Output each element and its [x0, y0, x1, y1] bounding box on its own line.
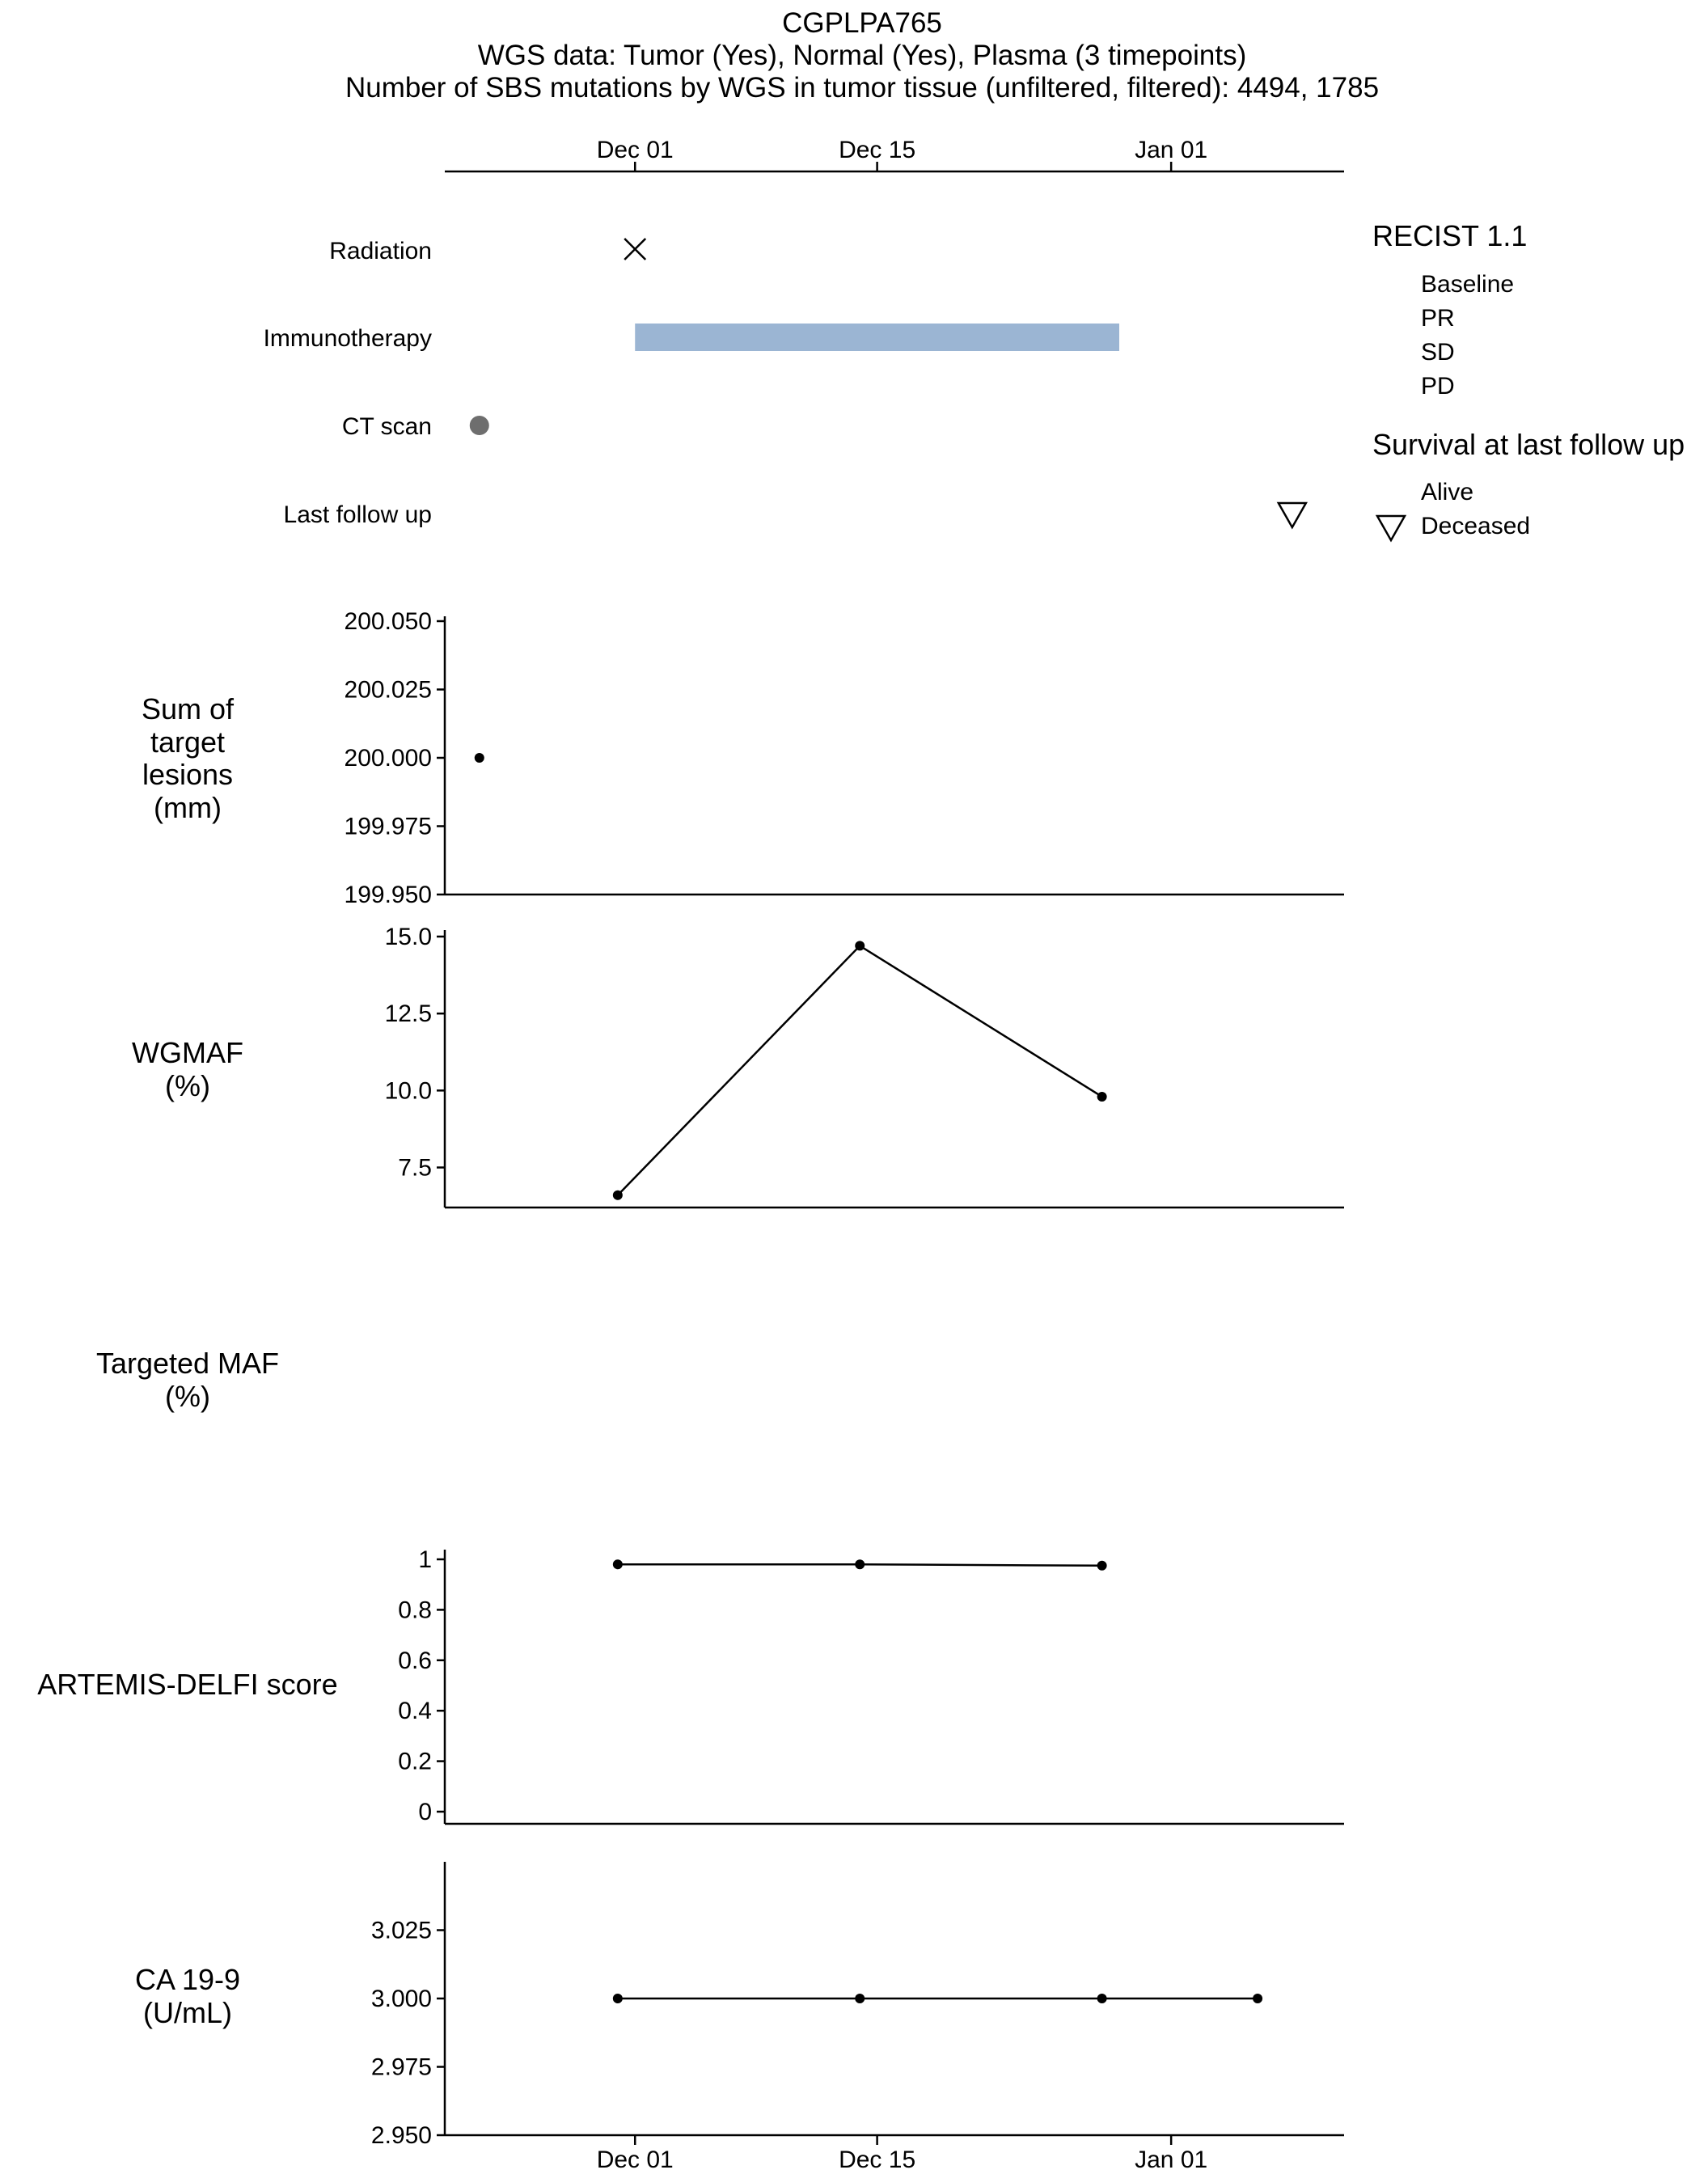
ylabel-ca199-1: CA 19-9	[134, 1963, 241, 1996]
legend-survival-title: Survival at last follow up	[1372, 428, 1685, 461]
y-tick-label: 0	[418, 1799, 432, 1825]
legend-recist-sd: SD	[1421, 339, 1455, 366]
ylabel-sum-lesions-4: (mm)	[154, 791, 222, 824]
track-label-last-follow-up: Last follow up	[283, 501, 432, 528]
radiation-x-mark	[624, 239, 645, 260]
last-follow-up-triangle	[1279, 503, 1306, 527]
event-tracks	[264, 238, 1306, 528]
top-axis-tick-label: Dec 15	[839, 137, 916, 163]
ylabel-sum-lesions-3: lesions	[142, 758, 234, 791]
panel-artemis-delfi	[398, 1546, 1344, 1825]
ylabel-wgmaf-1: WGMAF	[132, 1036, 243, 1069]
data-point	[1097, 1994, 1107, 2003]
y-tick-label: 0.4	[398, 1698, 432, 1725]
y-tick-label: 200.025	[344, 676, 432, 704]
legend-recist-pd: PD	[1421, 373, 1455, 400]
legend	[1372, 219, 1685, 540]
track-label-radiation: Radiation	[329, 238, 432, 264]
y-tick-label: 3.000	[370, 1986, 432, 2012]
y-tick-label: 1	[418, 1546, 432, 1573]
y-tick-label: 15.0	[384, 924, 432, 950]
data-point	[855, 1994, 865, 2003]
y-tick-label: 10.0	[384, 1077, 432, 1105]
series-line	[618, 945, 1102, 1195]
chart-title: CGPLPA765	[782, 7, 942, 39]
y-tick-label: 2.950	[370, 2122, 432, 2149]
y-tick-label: 12.5	[384, 1000, 432, 1028]
top-axis-tick-label: Jan 01	[1135, 137, 1208, 163]
legend-recist-baseline: Baseline	[1421, 271, 1515, 298]
chart-subtitle-sbs: Number of SBS mutations by WGS in tumor tissue (unfiltered, filtered): 4494, 1785	[345, 72, 1380, 104]
ylabel-targeted-maf-2: (%)	[165, 1380, 210, 1413]
ylabel-ca199-2: (U/mL)	[143, 1996, 232, 2029]
y-tick-label: 0.2	[398, 1748, 432, 1775]
ylabel-wgmaf-2: (%)	[165, 1069, 210, 1102]
y-tick-label: 200.050	[344, 608, 432, 635]
y-tick-label: 3.025	[370, 1917, 432, 1944]
panel-sum-lesions	[345, 608, 1344, 908]
data-point	[855, 941, 865, 950]
y-tick-label: 0.8	[398, 1597, 432, 1624]
ylabel-sum-lesions-1: Sum of	[141, 692, 235, 725]
legend-recist-title: RECIST 1.1	[1372, 219, 1528, 252]
track-label-immunotherapy: Immunotherapy	[263, 325, 432, 352]
top-axis-tick-label: Dec 01	[596, 137, 674, 163]
chart-subtitle-wgs: WGS data: Tumor (Yes), Normal (Yes), Plasma (3 timepoints)	[477, 40, 1247, 71]
ylabel-targeted-maf-1: Targeted MAF	[95, 1347, 280, 1380]
data-point	[613, 1994, 623, 2003]
ylabel-artemis: ARTEMIS-DELFI score	[37, 1668, 338, 1701]
data-point	[475, 753, 484, 763]
y-tick-label: 7.5	[398, 1154, 432, 1182]
ct-scan-point	[470, 416, 489, 435]
data-point	[613, 1191, 623, 1200]
y-tick-label: 199.950	[344, 882, 432, 908]
y-tick-label: 2.975	[370, 2053, 432, 2081]
bottom-axis-tick-label: Dec 01	[596, 2147, 674, 2173]
top-date-axis	[445, 137, 1344, 171]
ylabel-sum-lesions-2: target	[150, 725, 226, 759]
panel-labels	[37, 692, 337, 2029]
legend-survival-deceased: Deceased	[1421, 513, 1531, 539]
data-point	[855, 1559, 865, 1569]
y-tick-label: 0.6	[398, 1647, 432, 1674]
bottom-date-axis	[597, 2135, 1207, 2173]
panel-ca199	[371, 1862, 1344, 2149]
legend-survival-alive: Alive	[1421, 479, 1474, 505]
track-label-ct-scan: CT scan	[341, 413, 432, 440]
bottom-axis-tick-label: Dec 15	[839, 2147, 916, 2173]
y-tick-label: 200.000	[344, 745, 432, 772]
data-point	[1253, 1994, 1262, 2003]
panel-wgmaf	[385, 924, 1344, 1208]
data-point	[613, 1559, 623, 1569]
data-point	[1097, 1561, 1107, 1571]
legend-recist-pr: PR	[1421, 305, 1455, 332]
immunotherapy-bar	[635, 324, 1119, 351]
bottom-axis-tick-label: Jan 01	[1135, 2147, 1208, 2173]
legend-deceased-triangle-icon	[1377, 516, 1405, 540]
y-tick-label: 199.975	[344, 813, 432, 840]
data-point	[1097, 1092, 1107, 1102]
